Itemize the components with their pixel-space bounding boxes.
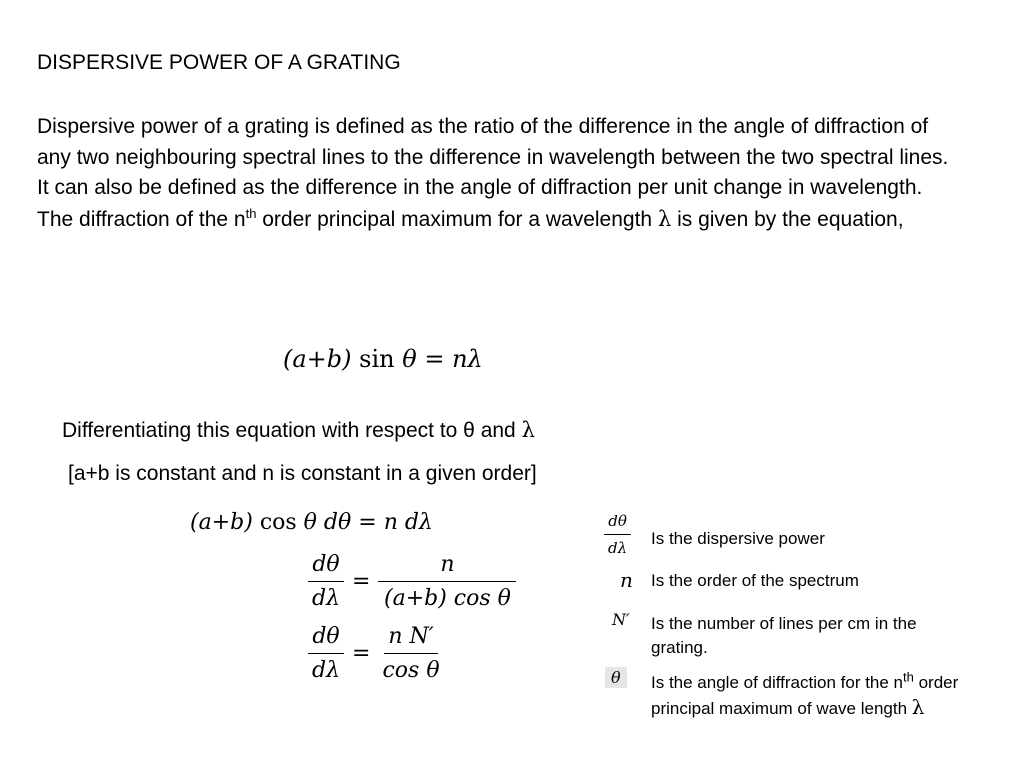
legend-fraction-denominator: dλ: [608, 539, 628, 557]
differentiated-lhs: (a+b): [190, 510, 253, 535]
definition-paragraph: [37, 112, 967, 235]
rhs-denominator: (a+b) cos θ: [384, 586, 511, 611]
differentiating-text: Differentiating this equation with respect to θ and: [62, 419, 522, 442]
equation-intro-part1: The diffraction of the n: [37, 207, 246, 231]
differentiated-cos: cos: [259, 510, 297, 535]
lambda-symbol-2: λ: [521, 418, 535, 442]
rhs-fraction-2: [378, 624, 443, 683]
grating-equation-lhs: (a+b): [283, 345, 352, 373]
rhs-numerator: n: [378, 552, 516, 582]
equation-intro-part3: is given by the equation,: [671, 207, 904, 231]
differentiated-equation: [190, 510, 433, 535]
grating-equation: [283, 345, 483, 373]
page-title: DISPERSIVE POWER OF A GRATING: [37, 51, 401, 74]
differentiated-rhs: n dλ: [383, 510, 433, 535]
grating-equation-rhs: nλ: [452, 345, 483, 373]
alternate-definition-text: It can also be defined as the difference in the angle of diffraction per unit change in wavelength.: [37, 176, 923, 200]
dispersive-power-equation: [308, 624, 444, 683]
legend-theta-symbol: [605, 668, 627, 687]
legend-superscript-th: th: [903, 669, 914, 685]
lambda-symbol: λ: [657, 206, 672, 231]
theta-symbol: θ: [605, 667, 627, 688]
fraction-numerator: dθ: [308, 552, 343, 582]
grating-equation-theta: θ: [402, 345, 417, 373]
equation-intro-part2: order principal maximum for a wavelength: [256, 207, 658, 231]
constant-note: [a+b is constant and n is constant in a given order]: [68, 462, 537, 485]
fraction-denominator-2: dλ: [312, 658, 341, 683]
dispersion-ratio-equation: [308, 552, 516, 611]
fraction-numerator-2: dθ: [308, 624, 343, 654]
superscript-th: th: [245, 205, 257, 221]
equals-sign-2: =: [352, 641, 371, 666]
rhs-denominator-2: cos θ: [382, 658, 440, 683]
grating-equation-sin: sin: [359, 345, 395, 373]
legend-angle-text-part1: Is the angle of diffraction for the n: [651, 673, 904, 692]
differentiating-line: [62, 418, 535, 443]
legend-lines-symbol: N′: [612, 610, 630, 629]
legend-lines-text: Is the number of lines per cm in the grating.: [651, 614, 917, 657]
dtheta-dlambda-fraction-2: [308, 624, 344, 683]
legend-dispersive-power-text: Is the dispersive power: [651, 529, 825, 548]
legend-angle-text-part2: order principal maximum of wave length: [651, 673, 959, 718]
legend-angle-text: [651, 671, 971, 721]
fraction-denominator: dλ: [312, 586, 341, 611]
dtheta-dlambda-fraction: [308, 552, 344, 611]
legend-order-text: Is the order of the spectrum: [651, 571, 859, 590]
equals-sign: =: [352, 569, 371, 594]
differentiated-var: θ dθ: [303, 510, 352, 535]
definition-text: Dispersive power of a grating is defined as the ratio of the difference in the angle of diffraction of any two neighbouring spectral lines to the difference in wavelength between the two spectral lines.: [37, 115, 949, 169]
legend-dispersive-power-symbol: [604, 512, 631, 557]
equation-intro-text: [37, 204, 967, 236]
legend-order-symbol: n: [620, 568, 633, 592]
rhs-numerator-2: n N′: [384, 624, 437, 654]
legend-lambda-symbol: λ: [911, 695, 925, 719]
rhs-fraction: [378, 552, 516, 611]
differentiated-equals: =: [358, 510, 377, 535]
legend-fraction-numerator: dθ: [604, 512, 631, 535]
grating-equation-equals: =: [424, 345, 445, 373]
